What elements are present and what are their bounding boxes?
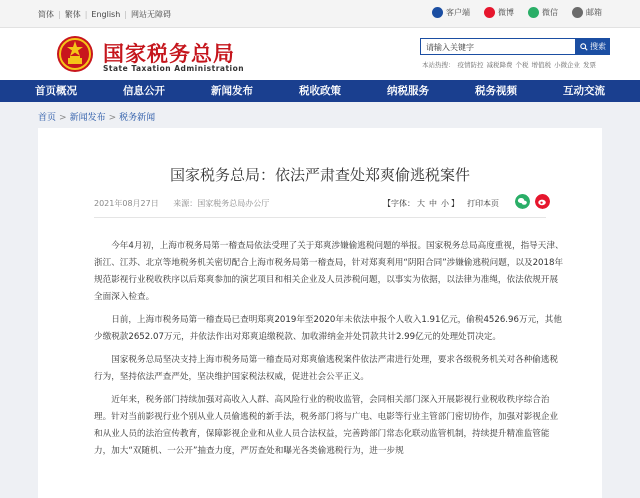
article-date: 2021年08月27日 (94, 199, 159, 208)
top-icons (432, 7, 602, 18)
breadcrumb-tax-news[interactable]: 税务新闻 (119, 113, 156, 123)
divider (94, 217, 546, 218)
weibo-share-icon[interactable] (535, 194, 550, 209)
client-link[interactable] (432, 7, 470, 18)
article-panel (38, 128, 602, 498)
article-meta (94, 198, 281, 209)
top-links (38, 9, 171, 20)
hot-term[interactable]: 小微企业 (554, 61, 580, 69)
breadcrumb-home[interactable]: 首页 (38, 113, 57, 123)
hot-search (422, 60, 599, 69)
client-icon (432, 7, 443, 18)
font-size-large[interactable]: 大 (417, 199, 425, 208)
divider: | (124, 10, 127, 19)
article-title: 国家税务总局：依法严肃查处郑爽偷逃税案件 (169, 166, 470, 184)
hot-term[interactable]: 增值税 (531, 61, 551, 69)
article-paragraph: 今年4月初，上海市税务局第一稽查局依法受理了关于郑爽涉嫌偷逃税问题的举报。国家税务总局高度重视，指导天津、浙江、江苏、北京等地税务机关密切配合上海市税务局第一稽查局，针对郑爽利用“阴阳合同”涉嫌偷逃税问题，以及2018年规范影视行业税收秩序以后郑爽参加的演艺项目和相关企业及人员涉税问题，以事实为依据，以法律为准绳，依法依规开展全面深入检查。 (94, 241, 564, 302)
search-input[interactable]: 请输入关键字 (420, 38, 576, 55)
nav-news[interactable]: 新闻发布 (211, 85, 253, 97)
hot-term[interactable]: 减税降费 (486, 61, 513, 69)
search-button-label: 搜索 (590, 42, 606, 51)
font-size-close: 】 (451, 199, 459, 208)
search-icon (580, 43, 588, 51)
breadcrumb-separator: > (59, 113, 67, 123)
weibo-icon (484, 7, 495, 18)
nav-info-disclosure[interactable]: 信息公开 (123, 85, 165, 97)
font-size-small[interactable]: 小 (441, 199, 449, 208)
breadcrumb (38, 110, 155, 123)
divider: | (84, 10, 88, 19)
national-emblem-icon[interactable] (56, 34, 94, 74)
wechat-icon (528, 7, 539, 18)
nav-overview[interactable]: 首页概况 (35, 85, 77, 97)
article-body (94, 238, 564, 466)
font-size-label: 【字体： (383, 199, 415, 208)
wechat-link[interactable] (528, 7, 558, 18)
article-paragraph: 日前，上海市税务局第一稽查局已查明郑爽2019年至2020年未依法申报个人收入1.91亿元，偷税4526.96万元，其他少缴税款2652.07万元，并依法作出对郑爽追缴税款、加收滞纳金并处罚款共计2.99亿元的处理处罚决定。 (94, 315, 562, 342)
breadcrumb-separator: > (108, 113, 117, 123)
mail-label: 邮箱 (586, 8, 602, 17)
hot-search-label: 本站热搜： (422, 61, 455, 69)
article-paragraph: 国家税务总局坚决支持上海市税务局第一稽查局对郑爽偷逃税案件依法严肃进行处理，要求各级税务机关对各种偷逃税行为，坚持依法严查严处，坚决维护国家税法权威，促进社会公平正义。 (94, 355, 559, 382)
client-label: 客户端 (446, 8, 470, 17)
article-source: 来源：国家税务总局办公厅 (173, 199, 270, 208)
weibo-link[interactable] (484, 7, 514, 18)
divider: | (58, 10, 61, 19)
site-subtitle: State Taxation Administration (103, 64, 245, 73)
hot-term[interactable]: 疫情防控 (457, 61, 484, 69)
nav-tax-service[interactable]: 纳税服务 (387, 85, 429, 97)
wechat-share-icon[interactable] (515, 194, 530, 209)
breadcrumb-news[interactable]: 新闻发布 (69, 113, 106, 123)
article-paragraph: 近年来，税务部门持续加强对高收入人群、高风险行业的税收监管，会同相关部门深入开展影视行业税收秩序综合治理。针对当前影视行业个别从业人员偷逃税的新手法，税务部门将与广电、电影等行业主管部门密切协作，加强对影视企业和从业人员的法治宣传教育，保障影视企业和从业人员合法权益，完善跨部门常态化联动监管机制，持续提升精准监管能力，加大“双随机、一公开”抽查力度，严厉查处和曝光各类偷逃税行为，进一步规 (94, 395, 559, 456)
lang-english-link[interactable]: English (91, 10, 121, 19)
lang-simplified-link[interactable]: 简体 (38, 10, 54, 19)
nav-tax-video[interactable]: 税务视频 (475, 85, 517, 97)
site-header (0, 28, 640, 80)
nav-interaction[interactable]: 互动交流 (563, 85, 605, 97)
accessibility-link[interactable]: 网站无障碍 (131, 10, 171, 19)
article-tools (383, 198, 499, 209)
main-nav (0, 80, 640, 102)
hot-term[interactable]: 发票 (583, 61, 596, 69)
site-title[interactable]: 国家税务总局 (103, 41, 235, 66)
nav-tax-policy[interactable]: 税收政策 (299, 85, 341, 97)
hot-term[interactable]: 个税 (515, 61, 529, 69)
search-button[interactable] (576, 38, 610, 55)
weibo-label: 微博 (498, 8, 514, 17)
print-button[interactable]: 打印本页 (467, 199, 499, 208)
mail-icon (572, 7, 583, 18)
lang-traditional-link[interactable]: 繁体 (64, 10, 81, 19)
wechat-label: 微信 (542, 8, 558, 17)
font-size-medium[interactable]: 中 (429, 199, 437, 208)
mail-link[interactable] (572, 7, 602, 18)
top-bar (0, 0, 640, 28)
